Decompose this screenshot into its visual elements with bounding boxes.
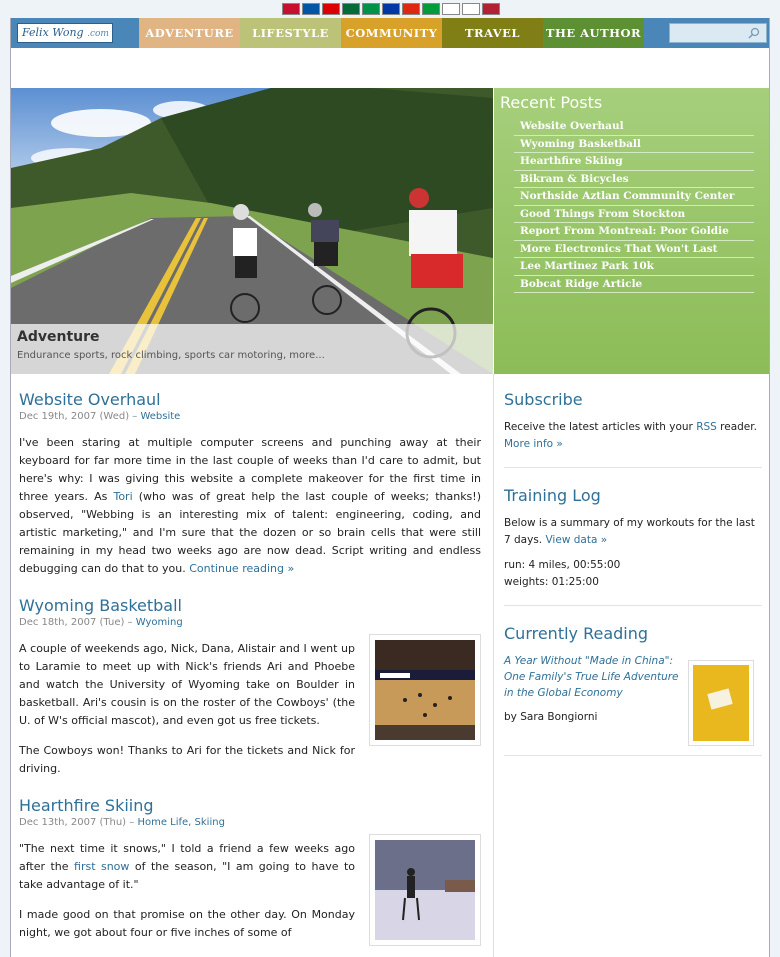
post-wyoming-basketball	[19, 596, 481, 778]
nav-lifestyle[interactable]: LIFESTYLE	[240, 18, 341, 48]
continue-reading-link[interactable]: Continue reading »	[189, 562, 295, 575]
recent-post-link[interactable]: Hearthfire Skiing	[514, 153, 754, 171]
subscribe-text-part: Receive the latest articles with your	[504, 421, 697, 433]
language-flags	[282, 3, 500, 16]
nav-adventure[interactable]: ADVENTURE	[139, 18, 240, 48]
post-text: I've been staring at multiple computer screens and punching away at their keyboard for far more time in the last couple of weeks than I'd care to admit, but here's why: I was giving this website a complete makeover for the first time in three years. As	[19, 436, 481, 503]
usa-flag-icon[interactable]	[482, 3, 500, 15]
view-data-link[interactable]: View data »	[545, 534, 608, 546]
recent-posts-heading: Recent Posts	[500, 93, 603, 112]
post-meta	[19, 411, 481, 422]
hero-caption	[11, 324, 493, 374]
nav-the-author[interactable]: THE AUTHOR	[543, 18, 644, 48]
recent-post-link[interactable]: Northside Aztlan Community Center	[514, 188, 754, 206]
subscribe-widget	[504, 390, 762, 468]
book-cover[interactable]	[688, 660, 754, 746]
main-nav	[139, 18, 644, 48]
header-bar	[11, 18, 770, 48]
recent-post-link[interactable]: Bikram & Bicycles	[514, 171, 754, 189]
training-summary	[504, 515, 762, 549]
training-text: Below is a summary of my workouts for the last 7 days.	[504, 517, 755, 546]
column-divider	[493, 374, 494, 957]
post-title[interactable]: Website Overhaul	[19, 390, 161, 409]
korea-flag-icon[interactable]	[462, 3, 480, 15]
recent-post-link[interactable]: Bobcat Ridge Article	[514, 276, 754, 294]
post-meta	[19, 617, 481, 628]
post-date: Dec 13th, 2007 (Thu) –	[19, 817, 138, 828]
book-author: by Sara Bongiorni	[504, 711, 598, 723]
italy-flag-icon[interactable]	[362, 3, 380, 15]
page	[10, 18, 770, 957]
japan-flag-icon[interactable]	[442, 3, 460, 15]
post-excerpt: A couple of weekends ago, Nick, Dana, Alistair and I went up to Laramie to meet up with Nick's friends Ari and Phoebe and watch the University of Wyoming take on Boulder in basketball. Ari's cousin is on the roster of the Cowboys' (the U. of W's official mascot), and even got us free tickets.	[19, 642, 355, 727]
recent-post-link[interactable]: Website Overhaul	[514, 118, 754, 136]
logo-domain: .com	[87, 29, 109, 39]
first-snow-link[interactable]: first snow	[74, 860, 130, 873]
post-text: (who was of great help the last couple of weeks; thanks!) observed, "Webbing is an interesting mix of talent: engineering, coding, and artistic marketing," and I'm sure that the dozen or so brain cells that were still remaining in my head two weeks ago are now dead. Script writing and endless debugging can do that to you.	[19, 490, 481, 575]
germany-flag-icon[interactable]	[322, 3, 340, 15]
recent-posts	[494, 88, 770, 374]
post-text: of the season, "I am going to have to take advantage of it."	[19, 860, 356, 891]
hero-banner[interactable]	[11, 88, 493, 374]
logo-text: Felix Wong	[22, 26, 84, 39]
rss-link[interactable]: RSS	[696, 421, 717, 433]
search-icon[interactable]	[748, 27, 760, 39]
post-meta	[19, 817, 481, 828]
post-title[interactable]: Wyoming Basketball	[19, 596, 182, 615]
post-text: "The next time it snows," I told a friend a few weeks ago after the	[19, 842, 355, 873]
training-log-widget	[504, 486, 762, 606]
brazil-flag-icon[interactable]	[422, 3, 440, 15]
currently-reading-heading: Currently Reading	[504, 624, 649, 643]
subscribe-text	[504, 419, 762, 453]
recent-posts-list	[514, 118, 754, 293]
post-date: Dec 19th, 2007 (Wed) –	[19, 411, 141, 422]
basketball-thumbnail[interactable]	[369, 634, 481, 746]
russia-flag-icon[interactable]	[382, 3, 400, 15]
france-flag-icon[interactable]	[302, 3, 320, 15]
recent-post-link[interactable]: More Electronics That Won't Last	[514, 241, 754, 259]
right-sidebar	[504, 390, 762, 774]
recent-post-link[interactable]: Wyoming Basketball	[514, 136, 754, 154]
post-category-link[interactable]: Home Life, Skiing	[137, 817, 225, 828]
training-log-heading: Training Log	[504, 486, 601, 505]
post-website-overhaul	[19, 390, 481, 578]
training-run: run: 4 miles, 00:55:00	[504, 559, 621, 571]
book-cover-image	[693, 665, 749, 741]
post-category-link[interactable]: Wyoming	[135, 617, 183, 628]
spain-flag-icon[interactable]	[282, 3, 300, 15]
post-excerpt: The Cowboys won! Thanks to Ari for the tickets and Nick for driving.	[19, 744, 355, 775]
portugal-flag-icon[interactable]	[342, 3, 360, 15]
post-category-link[interactable]: Website	[140, 411, 181, 422]
currently-reading-widget	[504, 624, 762, 756]
skiing-photo	[375, 840, 475, 940]
main-content	[19, 390, 481, 957]
post-title[interactable]: Hearthfire Skiing	[19, 796, 154, 815]
skiing-thumbnail[interactable]	[369, 834, 481, 946]
post-date: Dec 18th, 2007 (Tue) –	[19, 617, 136, 628]
post-hearthfire-skiing	[19, 796, 481, 942]
post-excerpt	[19, 434, 481, 578]
basketball-photo	[375, 640, 475, 740]
tori-link[interactable]: Tori	[113, 490, 133, 503]
hero-title[interactable]: Adventure	[17, 329, 100, 345]
search-input[interactable]	[669, 23, 767, 43]
training-weights: weights: 01:25:00	[504, 576, 599, 588]
china-flag-icon[interactable]	[402, 3, 420, 15]
more-info-link[interactable]: More info »	[504, 438, 563, 450]
recent-post-link[interactable]: Lee Martinez Park 10k	[514, 258, 754, 276]
nav-community[interactable]: COMMUNITY	[341, 18, 442, 48]
nav-travel[interactable]: TRAVEL	[442, 18, 543, 48]
site-logo[interactable]	[17, 23, 113, 43]
recent-post-link[interactable]: Good Things From Stockton	[514, 206, 754, 224]
subscribe-text-part: reader.	[716, 421, 757, 433]
post-excerpt: I made good on that promise on the other day. On Monday night, we got about four or five inches of some of	[19, 908, 355, 939]
book-title-link[interactable]: A Year Without "Made in China": One Family's True Life Adventure in the Global Economy	[504, 655, 679, 699]
hero-subtitle: Endurance sports, rock climbing, sports car motoring, more...	[17, 350, 325, 361]
subscribe-heading: Subscribe	[504, 390, 583, 409]
recent-post-link[interactable]: Report From Montreal: Poor Goldie	[514, 223, 754, 241]
